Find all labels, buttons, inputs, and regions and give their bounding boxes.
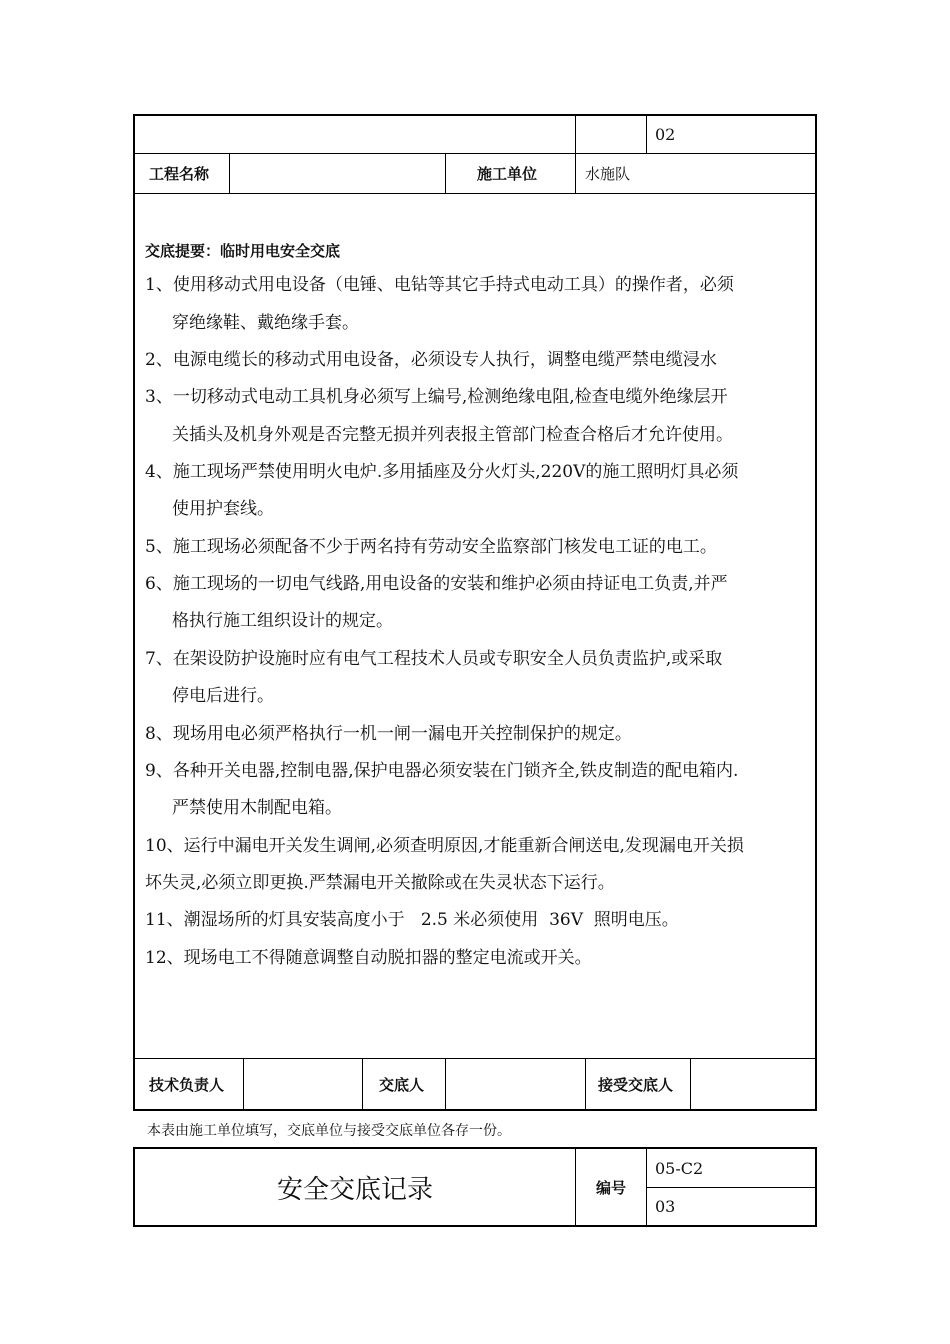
summary-line [145, 240, 340, 261]
construction-unit-label: 施工单位 [477, 165, 538, 183]
receiver-signature-field[interactable] [692, 1059, 814, 1109]
list-item-6-line-1: 6、施工现场的一切电气线路,用电设备的安装和维护必须由持证电工负责,并严 [145, 574, 728, 594]
project-name-label: 工程名称 [149, 165, 210, 183]
receiver-label: 接受交底人 [598, 1075, 674, 1094]
summary-value: 临时用电安全交底 [220, 242, 341, 260]
list-item-6-line-2: 格执行施工组织设计的规定。 [172, 611, 393, 631]
list-item-12-line-1: 12、现场电工不得随意调整自动脱扣器的整定电流或开关。 [145, 948, 592, 968]
list-item-1-line-2: 穿绝缘鞋、戴绝缘手套。 [172, 313, 359, 333]
list-item-4-line-2: 使用护套线。 [172, 499, 274, 519]
tech-lead-signature-field[interactable] [245, 1059, 361, 1109]
list-item-7-line-2: 停电后进行。 [172, 686, 274, 706]
discloser-signature-field[interactable] [447, 1059, 584, 1109]
list-item-1-line-1: 1、使用移动式用电设备（电锤、电钻等其它手持式电动工具）的操作者，必须 [145, 275, 734, 295]
project-name-value[interactable] [232, 154, 442, 193]
list-item-2-line-1: 2、电源电缆长的移动式用电设备，必须设专人执行，调整电缆严禁电缆浸水 [145, 350, 717, 370]
list-item-9-line-2: 严禁使用木制配电箱。 [172, 798, 342, 818]
number-sub-value: 03 [655, 1197, 676, 1216]
top-code-value: 02 [655, 125, 676, 144]
record-title: 安全交底记录 [276, 1174, 433, 1205]
number-code-value: 05-C2 [655, 1158, 704, 1178]
list-item-11-line-1: 11、潮湿场所的灯具安装高度小于 2.5 米必须使用 36V 照明电压。 [145, 910, 679, 930]
list-item-5-line-1: 5、施工现场必须配备不少于两名持有劳动安全监察部门核发电工证的电工。 [145, 537, 717, 557]
list-item-10-line-1: 10、运行中漏电开关发生调闸,必须查明原因,才能重新合闸送电,发现漏电开关损 [145, 836, 744, 856]
list-item-4-line-1: 4、施工现场严禁使用明火电炉.多用插座及分火灯头,220V的施工照明灯具必须 [145, 462, 739, 482]
tech-lead-label: 技术负责人 [149, 1075, 225, 1094]
list-item-10-line-2: 坏失灵,必须立即更换.严禁漏电开关撤除或在失灵状态下运行。 [145, 873, 615, 893]
list-item-3-line-1: 3、一切移动式电动工具机身必须写上编号,检测绝缘电阻,检查电缆外绝缘层开 [145, 387, 728, 407]
footnote: 本表由施工单位填写，交底单位与接受交底单位各存一份。 [147, 1123, 511, 1139]
list-item-3-line-2: 关插头及机身外观是否完整无损并列表报主管部门检查合格后才允许使用。 [172, 425, 733, 445]
number-label: 编号 [595, 1178, 626, 1197]
construction-unit-value: 水施队 [585, 165, 631, 183]
list-item-9-line-1: 9、各种开关电器,控制电器,保护电器必须安装在门锁齐全,铁皮制造的配电箱内. [145, 761, 739, 781]
summary-label: 交底提要： [145, 242, 221, 260]
list-item-7-line-1: 7、在架设防护设施时应有电气工程技术人员或专职安全人员负责监护,或采取 [145, 649, 723, 669]
discloser-label: 交底人 [379, 1075, 425, 1094]
list-item-8-line-1: 8、现场用电必须严格执行一机一闸一漏电开关控制保护的规定。 [145, 724, 632, 744]
